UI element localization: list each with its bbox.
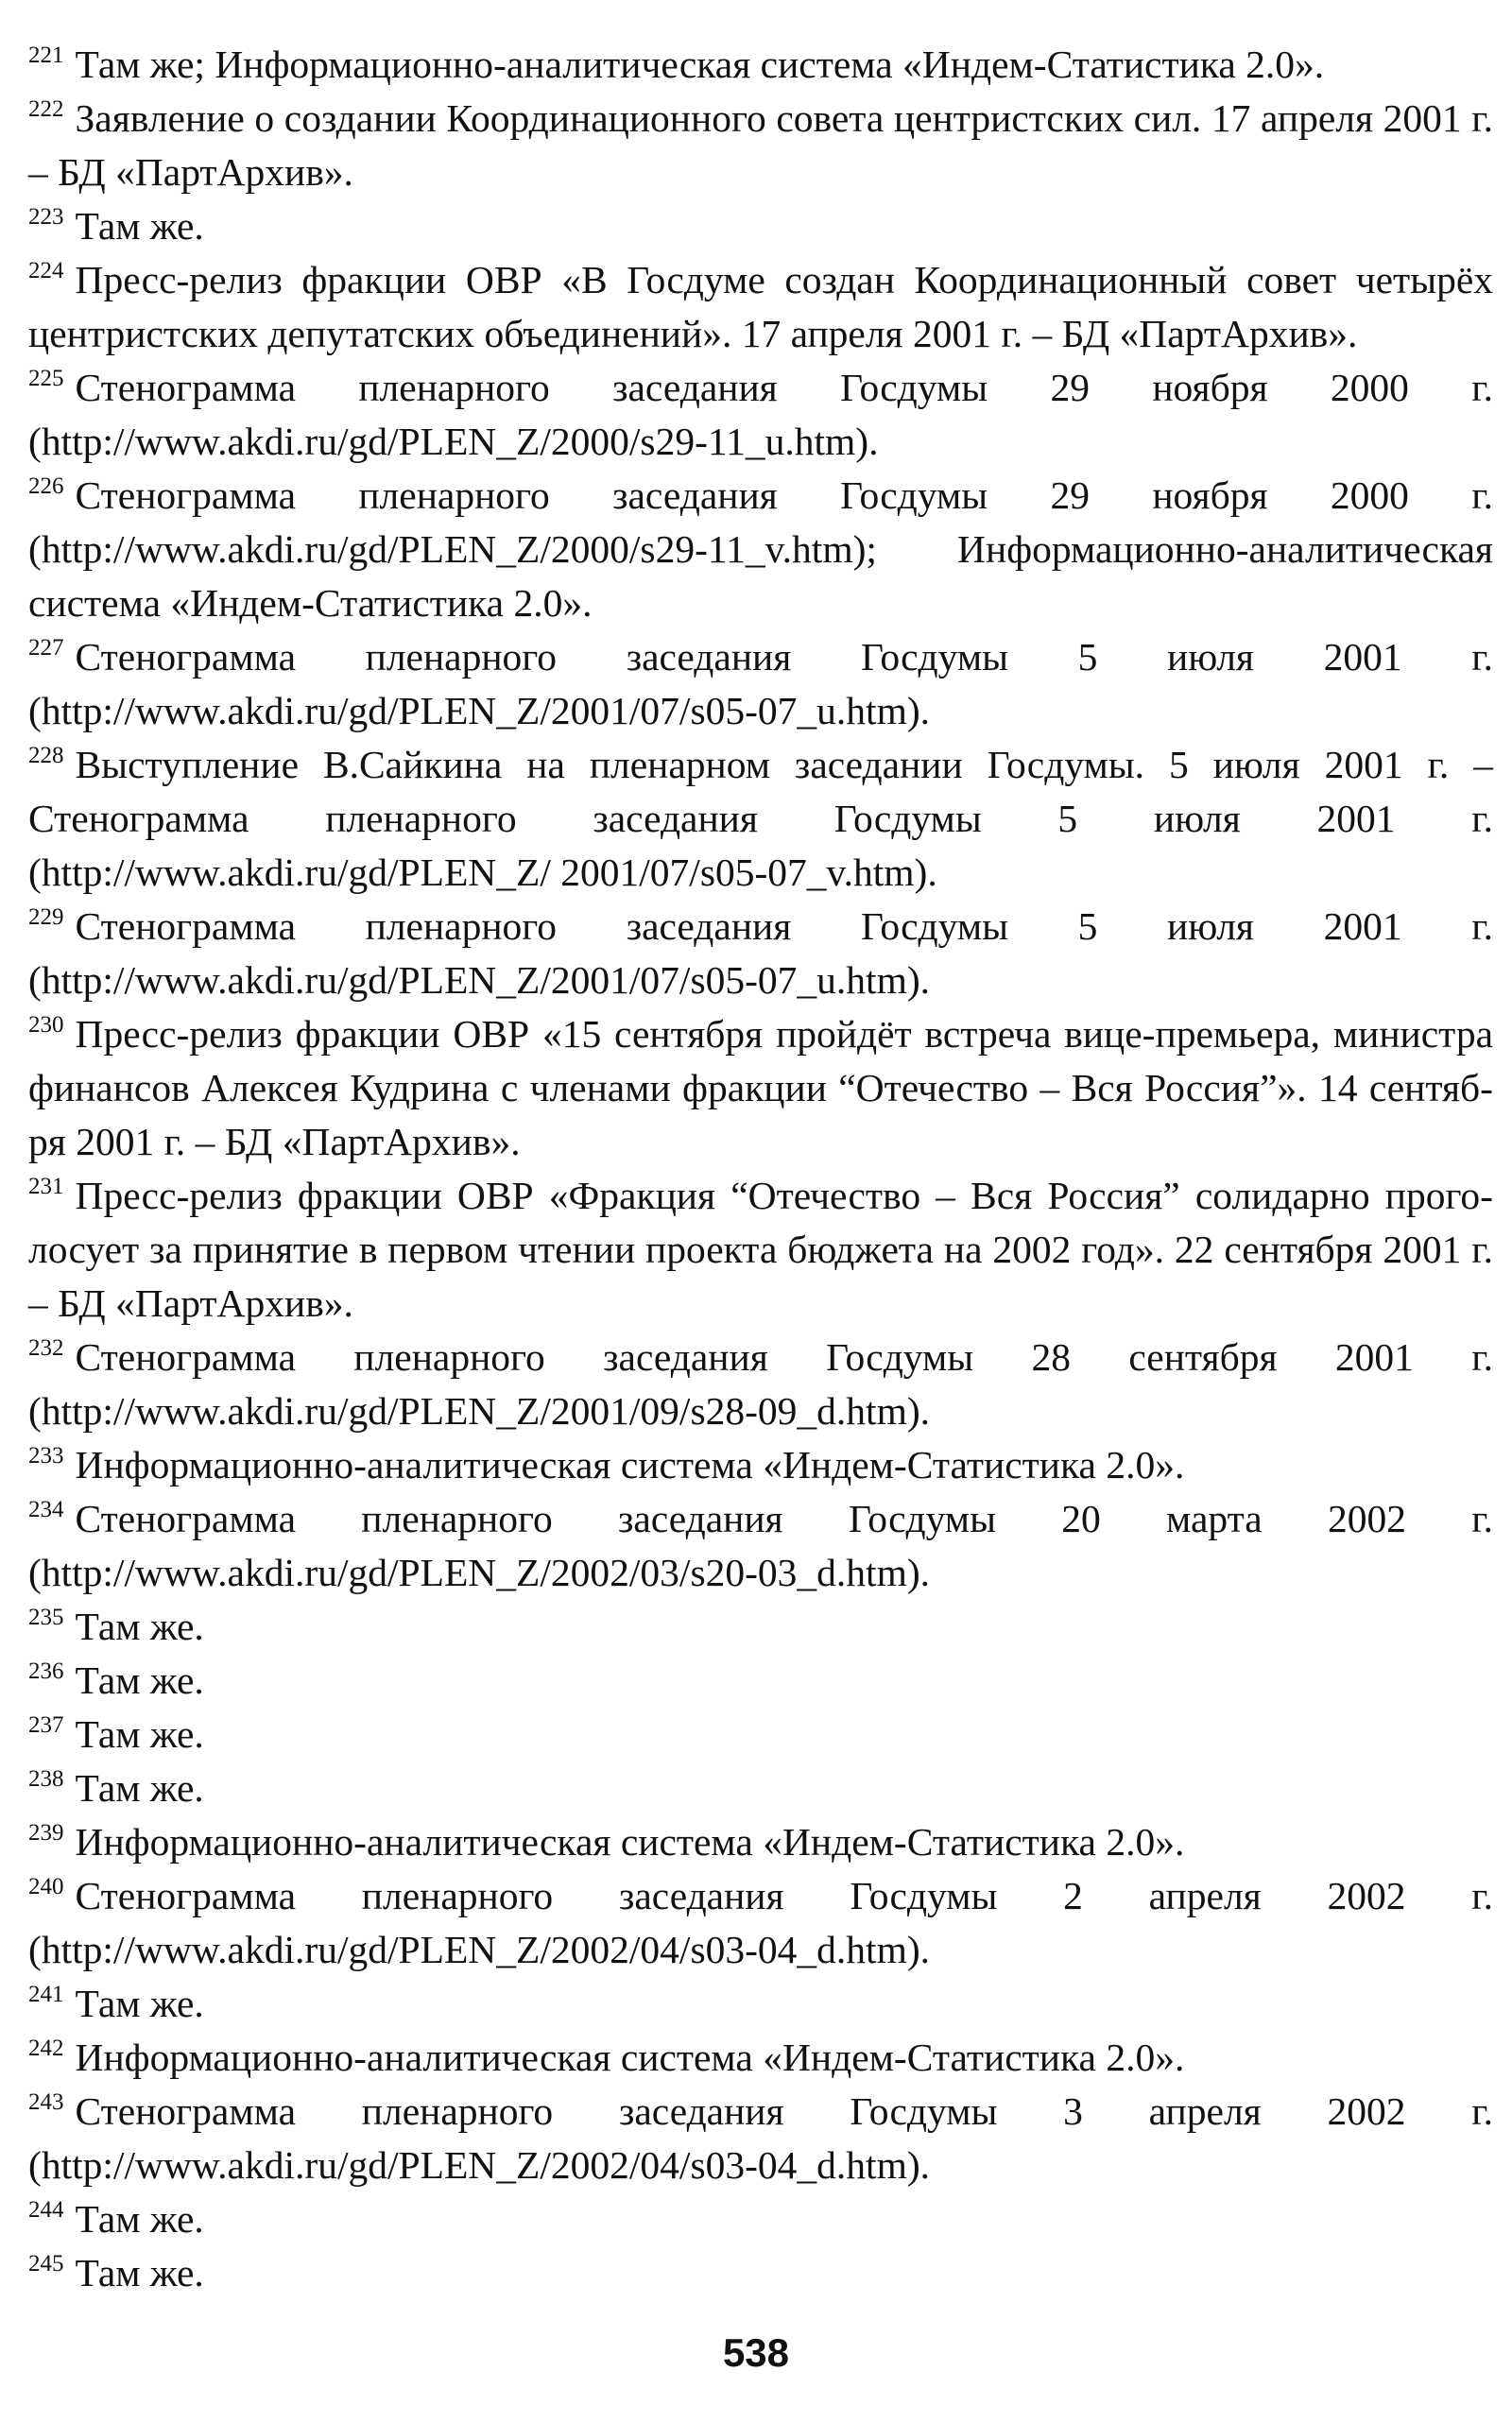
footnote-225	[28, 361, 1493, 469]
footnote-text: Там же.	[75, 1712, 204, 1756]
footnote-232	[28, 1331, 1493, 1438]
footnote-text: Информационно-аналитическая система «Индем-Статистика 2.0».	[75, 1820, 1185, 1864]
footnote-text: Там же; Информационно-аналитическая система «Индем-Статистика 2.0».	[75, 43, 1325, 86]
footnote-number: 225	[28, 366, 64, 391]
footnote-text: Стенограмма пленарного заседания Госдумы 3 апреля 2002 г. (http://www.akdi.ru/gd/PLEN_Z/2002/04/s03-04_d.htm).	[28, 2089, 1493, 2187]
footnote-number: 242	[28, 2036, 64, 2061]
footnote-number: 228	[28, 743, 64, 768]
page-body	[28, 38, 1493, 2300]
footnote-number: 243	[28, 2089, 64, 2115]
footnote-text: Там же.	[75, 204, 204, 248]
footnote-230	[28, 1007, 1493, 1169]
footnote-text: Выступление В.Сайкина на пленарном заседании Госдумы. 5 июля 2001 г. – Стенограмма пленарного заседания Госдумы 5 июля 2001 г. (http://www.akdi.ru/gd/PLEN_Z/ 2001/07/s05-07_v.htm).	[28, 743, 1493, 894]
footnote-237	[28, 1708, 1493, 1761]
footnote-number: 240	[28, 1874, 64, 1899]
footnote-text: Стенограмма пленарного заседания Госдумы 29 ноября 2000 г. (http://www.akdi.ru/gd/PLEN_Z/2000/s29-11_u.htm).	[28, 366, 1493, 463]
footnote-text: Стенограмма пленарного заседания Госдумы 2 апреля 2002 г. (http://www.akdi.ru/gd/PLEN_Z/2002/04/s03-04_d.htm).	[28, 1874, 1493, 1971]
footnote-text: Стенограмма пленарного заседания Госдумы 29 ноября 2000 г. (http://www.akdi.ru/gd/PLEN_Z/2000/s29-11_v.htm); Информационно-аналитическая система «Индем-Статистика 2.0».	[28, 473, 1493, 625]
footnote-number: 224	[28, 258, 64, 284]
footnote-244	[28, 2192, 1493, 2246]
footnote-number: 230	[28, 1012, 64, 1038]
footnote-text: Информационно-аналитическая система «Индем-Статистика 2.0».	[75, 2036, 1185, 2079]
footnote-245	[28, 2246, 1493, 2300]
footnote-number: 222	[28, 96, 64, 122]
footnote-text: Стенограмма пленарного заседания Госдумы 20 марта 2002 г. (http://www.akdi.ru/gd/PLEN_Z/2002/03/s20-03_d.htm).	[28, 1497, 1493, 1594]
footnote-221	[28, 38, 1493, 92]
footnote-text: Стенограмма пленарного заседания Госдумы 5 июля 2001 г. (http://www.akdi.ru/gd/PLEN_Z/2001/07/s05-07_u.htm).	[28, 635, 1493, 732]
footnote-242	[28, 2031, 1493, 2085]
footnote-text: Пресс-релиз фракции ОВР «В Госдуме создан Координационный совет четырёх центристских депутатских объединений». 17 апреля 2001 г. – БД «ПартАрхив».	[28, 258, 1493, 355]
footnote-number: 239	[28, 1820, 64, 1846]
footnote-number: 235	[28, 1605, 64, 1630]
footnote-226	[28, 469, 1493, 630]
footnote-text: Там же.	[75, 1766, 204, 1810]
footnote-235	[28, 1600, 1493, 1654]
footnote-number: 223	[28, 204, 64, 230]
footnote-number: 227	[28, 635, 64, 661]
footnote-number: 244	[28, 2197, 64, 2223]
footnote-234	[28, 1492, 1493, 1600]
footnote-text: Стенограмма пленарного заседания Госдумы 5 июля 2001 г. (http://www.akdi.ru/gd/PLEN_Z/2001/07/s05-07_u.htm).	[28, 904, 1493, 1002]
footnote-231	[28, 1169, 1493, 1331]
footnote-240	[28, 1869, 1493, 1977]
footnote-224	[28, 253, 1493, 361]
footnote-number: 238	[28, 1766, 64, 1792]
footnote-228	[28, 738, 1493, 900]
footnote-241	[28, 1977, 1493, 2031]
footnote-number: 234	[28, 1497, 64, 1522]
footnote-number: 237	[28, 1712, 64, 1738]
footnote-text: Там же.	[75, 2251, 204, 2294]
footnote-number: 232	[28, 1335, 64, 1361]
footnote-222	[28, 92, 1493, 199]
footnote-text: Заявление о создании Координационного совета центристских сил. 17 апреля 2001 г. – БД «ПартАрхив».	[28, 96, 1493, 194]
footnote-text: Информационно-аналитическая система «Индем-Статистика 2.0».	[75, 1443, 1185, 1486]
footnote-227	[28, 630, 1493, 738]
footnote-229	[28, 900, 1493, 1007]
page-number: 538	[722, 2330, 790, 2375]
footnote-223	[28, 199, 1493, 253]
footnote-text: Там же.	[75, 2197, 204, 2241]
footnote-number: 226	[28, 473, 64, 499]
footnote-233	[28, 1438, 1493, 1492]
footnote-number: 229	[28, 904, 64, 930]
footnote-number: 241	[28, 1982, 64, 2007]
footnote-text: Пресс-релиз фракции ОВР «Фракция “Отечество – Вся Россия” солидарно прого-лосует за принятие в первом чтении проекта бюджета на 2002 год». 22 сентября 2001 г. – БД «ПартАрхив».	[28, 1174, 1493, 1325]
footnote-text: Там же.	[75, 1658, 204, 1702]
footnote-number: 245	[28, 2251, 64, 2277]
footnote-239	[28, 1815, 1493, 1869]
footnote-243	[28, 2085, 1493, 2192]
footnote-text: Там же.	[75, 1982, 204, 2025]
footnotes-list	[28, 38, 1493, 2300]
footnote-text: Пресс-релиз фракции ОВР «15 сентября пройдёт встреча вице-премьера, министра финансов Алексея Кудрина с членами фракции “Отечество – Вся Россия”». 14 сентяб-ря 2001 г. – БД «ПартАрхив».	[28, 1012, 1493, 1163]
footnote-number: 231	[28, 1174, 64, 1199]
footnote-238	[28, 1761, 1493, 1815]
footnote-text: Стенограмма пленарного заседания Госдумы 28 сентября 2001 г. (http://www.akdi.ru/gd/PLEN_Z/2001/09/s28-09_d.htm).	[28, 1335, 1493, 1433]
footnote-236	[28, 1654, 1493, 1708]
footnote-number: 236	[28, 1658, 64, 1684]
footnote-number: 221	[28, 43, 64, 68]
footnote-number: 233	[28, 1443, 64, 1469]
footnote-text: Там же.	[75, 1605, 204, 1648]
